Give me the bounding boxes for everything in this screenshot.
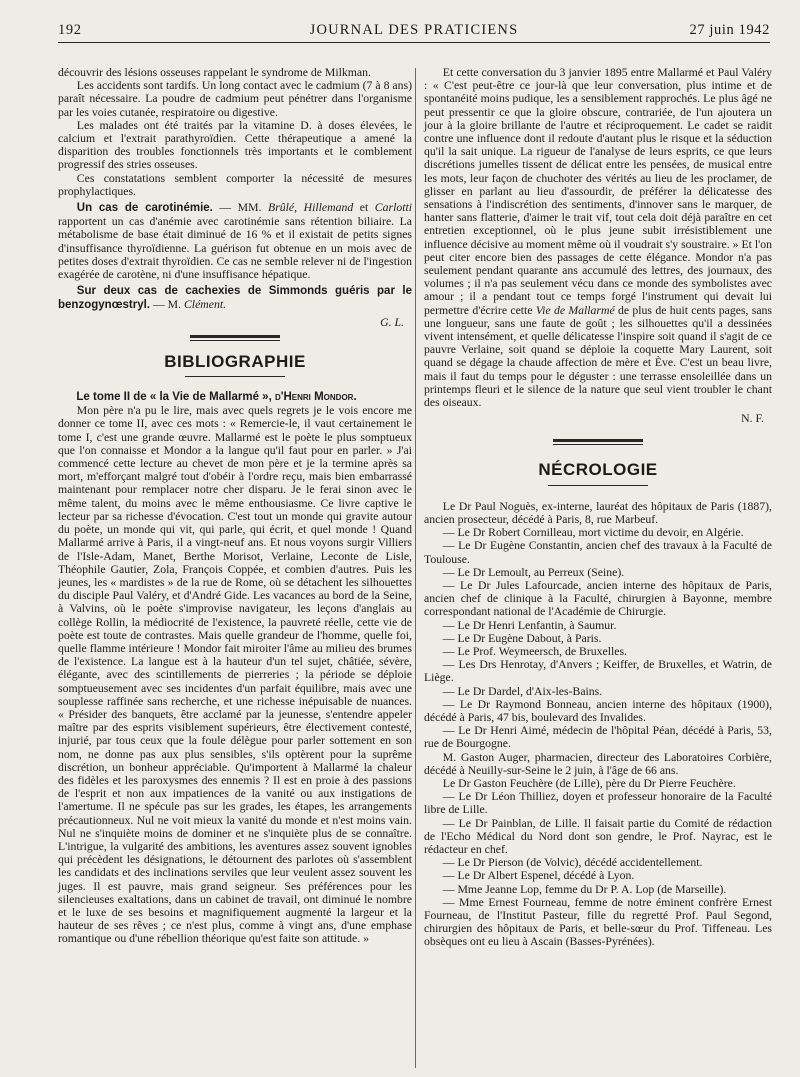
abstract-title: Un cas de carotinémie. [76, 202, 213, 215]
page-number: 192 [58, 22, 82, 38]
obituary-entry: — Le Prof. Weymeersch, de Bruxelles. [442, 644, 627, 658]
left-column [58, 66, 412, 946]
obituary-entry: — Mme Jeanne Lop, femme du Dr P. A. Lop (de Marseille). [442, 882, 727, 896]
obituary-entry: — Le Dr Jules Lafourcade, ancien interne des hôpitaux de Paris, ancien chef de clinique à la Faculté, chirurgien à Bayonne, membre correspondant national de l'Académie de Chirurgie. [424, 578, 772, 619]
abstract-author: Carlotti [374, 201, 412, 215]
obituary-entry: — Mme Ernest Fourneau, femme de notre éminent confrère Ernest Fourneau, de l'Institut Pasteur, fille du regretté Prof. Paul Segond, chirurgien des hôpitaux de Paris, et belle-sœur du Prof. Tiffeneau. Les obsèques ont eu lieu à Ascain (Basses-Pyrénées). [424, 895, 772, 949]
abstract-authors: Brûlé, Hillemand [268, 201, 354, 215]
section-title-bibliographie: BIBLIOGRAPHIE [164, 351, 306, 371]
obituary-entry: — Le Dr Lemoult, au Perreux (Seine). [442, 565, 625, 579]
obituary-entry: — Le Dr Henri Aimé, médecin de l'hôpital Péan, décédé à Paris, 53, rue de Bourgogne. [424, 724, 772, 751]
obituary-entry: — Le Dr Dardel, d'Aix-les-Bains. [442, 684, 603, 698]
column-divider [415, 68, 416, 1068]
obituary-entry: — Les Drs Henrotay, d'Anvers ; Keiffer, de Bruxelles, et Watrin, de Liège. [424, 658, 772, 685]
issue-date: 27 juin 1942 [689, 22, 770, 38]
obituary-entry: — Le Dr Eugène Dabout, à Paris. [442, 631, 602, 645]
ornamental-rule [190, 340, 280, 341]
journal-title: JOURNAL DES PRATICIENS [309, 22, 519, 38]
obituary-entry: — Le Dr Pierson (de Volvic), décédé accidentellement. [442, 856, 703, 870]
obituary-entry: — Le Dr Léon Thilliez, doyen et professeur honoraire de la Faculté libre de Lille. [424, 790, 772, 817]
paragraph: Les accidents sont tardifs. Un long contact avec le cadmium (7 à 8 ans) paraît nécessaire. La poudre de cadmium peut pénétrer dans l'organisme par les voies cutanée, respiratoire ou digestive. [58, 79, 412, 119]
paragraph: Ces constatations semblent comporter la nécessité de mesures prophylactiques. [58, 171, 412, 198]
obituary-entry: M. Gaston Auger, pharmacien, directeur des Laboratoires Corbière, décédé à Neuilly-sur-Seine le 2 juin, à l'âge de 66 ans. [424, 750, 772, 777]
obituary-entry: — Le Dr Eugène Constantin, ancien chef des travaux à la Faculté de Toulouse. [424, 539, 772, 566]
obituary-entry: — Le Dr Raymond Bonneau, ancien interne des hôpitaux (1900), décédé à Paris, 47 bis, boulevard des Invalides. [424, 697, 772, 724]
ornamental-rule [553, 439, 643, 442]
simmonds-abstract: Sur deux cas de cachexies de Simmonds guéris par le benzogynœstryl. — M. Clément. [58, 285, 412, 312]
obituary-entry: Le Dr Paul Noguès, ex-interne, lauréat des hôpitaux de Paris (1887), ancien prosecteur, décédé à Paris, 8, rue Marbeuf. [424, 499, 772, 526]
obituary-entry: Le Dr Gaston Feuchère (de Lille), père du Dr Pierre Feuchère. [442, 776, 736, 790]
ornamental-rule [553, 444, 643, 445]
signature: N. F. [741, 412, 764, 426]
book-title: Vie de Mallarmé [535, 303, 615, 317]
ornamental-rule [190, 335, 280, 338]
obituary-entry: — Le Dr Henri Lenfantin, à Saumur. [442, 618, 617, 632]
obituary-entry: — Le Dr Painblan, de Lille. Il faisait partie du Comité de rédaction de l'Echo Médical du Nord dont son gendre, le Prof. Nayrac, est le rédacteur en chef. [424, 816, 772, 856]
obituary-entry: — Le Dr Albert Espenel, décédé à Lyon. [442, 869, 635, 883]
carotinemie-abstract: Un cas de carotinémie. — MM. Brûlé, Hillemand et Carlotti rapportent un cas d'anémie avec carotinémie sans rétention biliaire. La métabolisme de base était diminué de 16 % et il existait de petits signes d'insuffisance thyroïdienne. La guérison fut obtenue en un mois avec de petites doses d'extrait thyroïdien. Ce cas ne semble relever ni de l'ingestion exagérée de carotène, ni d'une insuffisance hépatique. [58, 201, 412, 282]
section-rule [185, 376, 285, 377]
section-rule [548, 485, 648, 486]
section-title-necrologie: NÉCROLOGIE [538, 460, 658, 480]
paragraph: Les malades ont été traités par la vitamine D. à doses élevées, le calcium et l'extrait parathyroïdien. Cette thérapeutique a amené la disparition des troubles fonctionnels très importants et le comblement progressif des stries osseuses. [58, 118, 412, 172]
review-heading: Le tome II de « la Vie de Mallarmé », d'Henri Mondor. [76, 391, 357, 404]
obituary-entry: — Le Dr Robert Cornilleau, mort victime du devoir, en Algérie. [442, 526, 744, 540]
abstract-title: Sur deux cas de cachexies de Simmonds guéris par le benzogynœstryl. [58, 285, 412, 312]
abstract-author: Clément. [183, 298, 227, 312]
paragraph: découvrir des lésions osseuses rappelant le syndrome de Milkman. [58, 66, 371, 79]
right-column [424, 66, 772, 949]
running-header [58, 20, 770, 43]
obituary-list [424, 500, 772, 949]
review-paragraph: Mon père n'a pu le lire, mais avec quels regrets je le vois encore me donner ce tome II, avec ces mots : « Remercie-le, il vaut certainement le tome I, c'est une grande œuvre. Mallarmé est le poète le plus somptueux que l'on connaisse et Mondor a la langue qu'il faut pour en parler. » J'ai commencé cette lecture au chevet de mon père et je la termine après sa mort, m'efforçant malgré tout d'obéir à l'ordre reçu, mais bien embarrassé maintenant pour remplacer notre cher disparu. Je le ferai sinon avec le même talent, du moins avec le même enthousiasme. Ce livre captive le lecteur par sa richesse d'évocation. C'est tout un monde qui gravite autour du poète, un monde qui vit, qui parle, qui écrit, et quel monde ! Quand Mallarmé arrive à Paris, il a vingt-neuf ans. Et nous voyons surgir Villiers de l'Isle-Adam, Manet, Berthe Morisot, Verlaine, Leconte de Lisle, Théophile Gautier, Zola, François Coppée, et combien d'autres. Puis les jeunes, les « mardistes » de la rue de Rome, où se détachent les silhouettes du disciple Paul Valéry, et d'André Gide. Les vacances au bord de la Seine, à Valvins, où le poète s'improvise navigateur, les leçons d'anglais au collège Rollin, la médiocrité de l'existence, la pauvreté réelle, cette vie de poète est toute de contrastes. Mais quelle grandeur de l'homme, quelle foi, quelle flamme intérieure ! Mondor fait miroiter l'âme au milieu des brumes de l'existence. La langue est à la hauteur d'un tel sujet, châtiée, sévère, élégante, avec des scintillements de pierreries ; la période se déploie somptueusement avec ses incidentes d'un parfait équilibre, mais avec une souplesse raffinée sans recherche, et une richesse inépuisable de nuances. « Présider des banquets, être acclamé par la jeunesse, s'entendre appeler maître par des esprits visiblement supérieurs, être électivement contesté, injurié, par tous ceux que la foule délègue pour parler sottement en son nom, ne donne pas aux plus sensibles, s'ils optèrent pour la suprême discrétion, un bonheur appréciable. Qu'importent à Mallarmé la chaleur des fidèles et les paroxysmes des ennemis ? Il est en proie à des passions de l'esprit et non aux impatiences de la vanité ou aux instigations de l'amertume. Il ne spécule pas sur les grades, les étapes, les arrangements précautionneux. Nul ne voit mieux la vanité du monde et n'est moins vain. Nul ne s'inquiète moins de dominer et ne s'inquiète plus de se connaître. L'intrigue, la vulgarité des ambitions, les aventures assez souvent ignobles qui précèdent les désignations, le détournent des parlotes où s'assemblent les candidats et des inclinations serviles que leur veulent assez souvent les juges. Il est pauvre, mais grand seigneur. Ses préférences pour les silencieuses exaltations, dans un cabinet de travail, ont diminué le nombre et le luxe de ses besoins et magnifiquement augmenté la largeur et la hauteur de ses rêves ; ce n'est plus, comme à vingt ans, d'une emphase romantique ou d'une rébellion théorique qu'est faite son attitude. » [58, 404, 412, 946]
review-continuation: Et cette conversation du 3 janvier 1895 entre Mallarmé et Paul Valéry : « C'est peut-être ce jour-là que leur conversation, plus intime et de spontanéité moins pudique, les a sensiblement rapprochés. Le plus âgé ne peut pressentir ce que la gloire obscure, contrariée, de l'un ajoutera un jour à la gloire brillante de l'autre et réciproquement. Le cadet se raidit contre une influence dont il redoute d'autant plus le risque et la séduction qu'il la sait unique. La rigueur de l'analyse de leurs esprits, ce que leurs discrétions jumelles tissent de délicat entre les pensées, de musical entre les mots, leur façon de chuchoter des vérités au lieu de les proclamer, de glisser en parlant au lieu d'assourdir, de préférer la délicatesse des sensations à l'indiscrétion des sentiments, d'innover sans le marquer, de hanter sans flatterie, d'aimer le trait vif, tout cela doit déjà paraître en cet entretien exceptionnel, où le plus jeune subit irrésistiblement une influence décisive au moment même où il voudrait s'y soustraire. » Et l'on peut citer encore bien des passages de cette élégance. Mondor n'a pas seulement pendant quarante ans accumulé des lettres, des journaux, des volumes ; il n'a pas seulement vécu dans ce monde des symbolistes avec amour ; il a pendant tout ce temps forgé l'instrument qui devait lui permettre d'écrire cette Vie de Mallarmé de plus de huit cents pages, sans une longueur, sans une faute de goût ; les silhouettes qu'il a dessinées vivent intensément, et quelle délicatesse l'inspire soit quand il s'agit de ce pauvre Verlaine, soit quand se déploie la coquette Mary Laurent, soit quand se dégage la chaude affection de mère et Ève. C'est un beau livre, mais il faut du temps pour le déguster : une terrasse ensoleillée dans un printemps fleuri et le silence de la nature que seul vient troubler le chant des oiseaux. [424, 66, 772, 410]
signature: G. L. [380, 315, 404, 329]
